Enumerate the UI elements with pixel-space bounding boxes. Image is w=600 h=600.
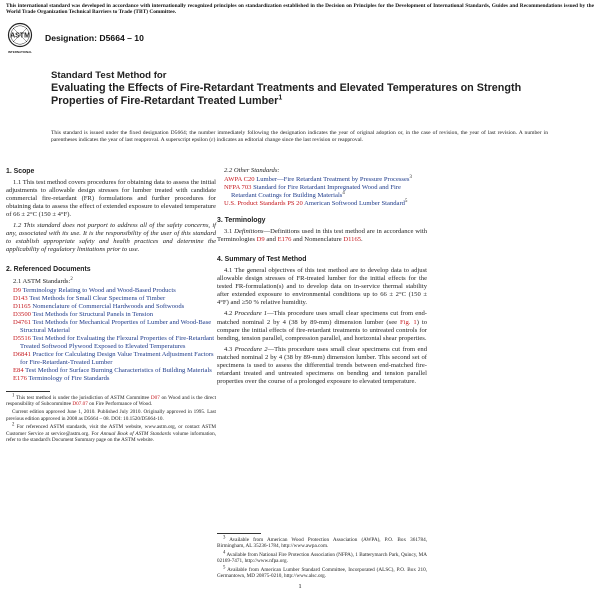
other-ref-item-title[interactable]: American Softwood Lumber Standard	[304, 200, 405, 208]
right-footnotes	[217, 533, 427, 581]
footnote-3: $^3$ Available from American Wood Protection Association (AWPA), P.O. Box 361784, Birmingham, AL 35236-1784, http://www.awpa.com.	[217, 535, 428, 550]
other-ref-item-code[interactable]: U.S. Product Standards PS 20	[224, 200, 303, 208]
astm-ref-item[interactable]	[6, 367, 216, 375]
astm-ref-item-code[interactable]: D5516	[13, 334, 31, 342]
astm-ref-item[interactable]	[6, 375, 216, 383]
summary-p3: 4.3 Procedure 2—This procedure uses small clear specimens cut from end matched nominal 2 by 4 (38 by 89-mm) dimension lumber. This second set of specimens is used to assess the differential trends between end-matched fire-retardant treated and untreated specimens on bending and tension parallel properties over the course of a prolonged exposure to elevated temperature.	[217, 345, 427, 385]
title-kicker: Standard Test Method for	[51, 70, 167, 81]
footnote-1-edition: Current edition approved June 1, 2010. Published July 2010. Originally approved in 1995. Last previous edition approved in 2008 as D5664 – 08. DOI: 10.1520/D5664-10.	[6, 409, 216, 422]
summary-p2: 4.2 Procedure 1—This procedure uses small clear specimens cut from end-matched nominal 2 by 4 (38 by 89-mm) dimension lumber (see Fig. 1) to compare the initial effects of fire-retardant treatments to untreated controls for bending, tension parallel, compression parallel, and horizontal shear properties.	[217, 310, 427, 342]
footnote-1: $^1$ This test method is under the jurisdiction of ASTM Committee D07 on Wood and is the direct responsibility of Subcommittee D07.07 on Fire Performance of Wood.	[6, 392, 217, 407]
footnote-divider-right	[217, 533, 261, 534]
astm-ref-item-title[interactable]: Practice for Calculating Design Value Treatment Adjustment Factors for Fire-Retardant-Treated Lumber	[20, 350, 214, 366]
svg-text:ASTM: ASTM	[10, 32, 30, 40]
link-d9[interactable]: D9	[256, 236, 265, 244]
title-main: Evaluating the Effects of Fire-Retardant Treatments and Elevated Temperatures on Strength Properties of Fire-Retardant Treated Lumber$^1$	[51, 82, 522, 107]
astm-ref-item-code[interactable]: E176	[13, 374, 27, 382]
footnote-link-d07[interactable]: D07	[150, 394, 160, 401]
astm-standards-label: 2.1 ASTM Standards:$^2$	[13, 276, 73, 285]
footnote-2: $^2$ For referenced ASTM standards, visit the ASTM website, www.astm.org, or contact ASTM Customer Service at service@astm.org. For Annual Book of ASTM Standards volume information, refer to the standard's Document Summary page on the ASTM website.	[6, 422, 217, 443]
right-column	[217, 167, 427, 389]
svg-text:INTERNATIONAL: INTERNATIONAL	[7, 50, 33, 54]
astm-ref-item-code[interactable]: D1165	[13, 302, 31, 310]
other-ref-item-code[interactable]: NFPA 703	[224, 184, 252, 192]
astm-reference-list	[6, 287, 216, 383]
document-title	[51, 70, 551, 107]
designation: Designation: D5664 – 10	[45, 33, 144, 43]
other-ref-item-title[interactable]: Standard for Fire Retardant Impregnated Wood and Fire Retardant Coatings for Building Materials	[231, 184, 401, 200]
link-d1165[interactable]: D1165	[343, 236, 362, 244]
astm-ref-item-title[interactable]: Terminology of Fire Standards	[28, 374, 110, 382]
scope-p2: 1.2 This standard does not purport to address all of the safety concerns, if any, associated with its use. It is the responsibility of the user of this standard to establish appropriate safety and health practices and determine the applicability of regulatory limitations prior to use.	[6, 222, 216, 254]
other-ref-item-title[interactable]: Lumber—Fire Retardant Treatment by Pressure Processes	[256, 176, 410, 184]
astm-ref-item-title[interactable]: Test Methods for Structural Panels in Tension	[32, 310, 154, 318]
astm-ref-item-code[interactable]: D143	[13, 294, 28, 302]
astm-ref-item[interactable]	[6, 303, 216, 311]
section-scope-heading: 1. Scope	[6, 168, 35, 175]
astm-ref-item-title[interactable]: Nomenclature of Commercial Hardwoods and Softwoods	[32, 302, 185, 310]
scope-p1: 1.1 This test method covers procedures for obtaining data to assess the initial adjustments to allowable design stresses for lumber treated with candidate commercial fire-retardant (FR) formulations and further procedures for obtaining data to assess the effect of extended exposure to elevated temperature of 66 ± 2°C (150 ± 4°F).	[6, 179, 216, 219]
footnote-divider	[6, 391, 50, 392]
astm-ref-item[interactable]	[6, 295, 216, 303]
other-ref-item[interactable]: AWPA C20 Lumber—Fire Retardant Treatment by Pressure Processes$^3$	[224, 174, 412, 184]
astm-logo-icon	[7, 22, 33, 56]
footnote-4: $^4$ Available from National Fire Protection Association (NFPA), 1 Batterymarch Park, Quincy, MA 02169-7471, http://www.nfpa.org.	[217, 550, 427, 565]
other-ref-item-code[interactable]: AWPA C20	[224, 176, 255, 184]
footnote-5: $^5$ Available from American Lumber Standard Committee, Incorporated (ALSC), P.O. Box 210, Germantown, MD 20875-0210, http://www.alsc.org.	[217, 564, 428, 580]
section-referenced-heading: 2. Referenced Documents	[6, 266, 91, 274]
link-fig1[interactable]: Fig. 1	[400, 318, 417, 326]
terminology-p1: 3.1 Definitions—Definitions used in this test method are in accordance with Terminologies D9 and E176 and Nomenclature D1165.	[217, 228, 427, 244]
astm-ref-item-title[interactable]: Test Method for Surface Burning Characteristics of Building Materials	[25, 366, 212, 374]
summary-p1: 4.1 The general objectives of this test method are to develop data to adjust allowable design stresses of FR-treated lumber for the initial effects for the tested FR-formulation(s) and to develop data on in-service thermal stability after extended exposure to environmental conditions up to 66 ± 2°C (150 ± 4°F) and ≥50 % relative humidity.	[217, 267, 427, 307]
astm-ref-item-title[interactable]: Terminology Relating to Wood and Wood-Based Products	[22, 286, 176, 294]
astm-ref-item[interactable]	[6, 335, 216, 351]
page-number: 1	[298, 583, 302, 590]
footnote-link-d0707[interactable]: D07.07	[72, 400, 88, 407]
astm-ref-item-title[interactable]: Test Method for Evaluating the Flexural Properties of Fire-Retardant Treated Softwood Plywood Exposed to Elevated Temperatures	[20, 334, 215, 350]
astm-ref-item-code[interactable]: E84	[13, 366, 24, 374]
other-standards-label: 2.2 Other Standards:	[224, 167, 280, 174]
standard-issue-note: This standard is issued under the fixed designation D5664; the number immediately following the designation indicates the year of original adoption or, in the case of revision, the year of last revision. A number in parentheses indicates the year of last reapproval. A superscript epsilon (ε) indicates an editorial change since the last revision or reapproval.	[51, 130, 548, 143]
tbt-notice: This international standard was developed in accordance with internationally recognized principles on standardization established in the Decision on Principles for the Development of International Standards, Guides and Recommendations issued by the World Trade Organization Technical Barriers to Trade (TBT) Committee.	[6, 3, 594, 16]
section-terminology-heading: 3. Terminology	[217, 217, 266, 225]
astm-ref-item[interactable]	[6, 311, 216, 319]
other-reference-list	[217, 176, 427, 208]
astm-ref-item-code[interactable]: D4761	[13, 318, 31, 326]
other-ref-item[interactable]: NFPA 703 Standard for Fire Retardant Impregnated Wood and Fire Retardant Coatings for Building Materials$^4$	[224, 184, 401, 200]
astm-ref-item-code[interactable]: D6841	[13, 350, 31, 358]
astm-ref-item-title[interactable]: Test Methods for Small Clear Specimens of Timber	[29, 294, 166, 302]
astm-ref-item-code[interactable]: D9	[13, 286, 22, 294]
left-column	[6, 167, 216, 445]
link-e176[interactable]: E176	[277, 236, 292, 244]
astm-ref-item[interactable]	[6, 287, 216, 295]
astm-ref-item[interactable]	[6, 351, 216, 367]
astm-ref-item-code[interactable]: D3500	[13, 310, 31, 318]
section-summary-heading: 4. Summary of Test Method	[217, 256, 307, 264]
other-ref-item[interactable]: U.S. Product Standards PS 20 American Softwood Lumber Standard$^5$	[224, 198, 408, 208]
astm-ref-item[interactable]	[6, 319, 216, 335]
astm-ref-item-title[interactable]: Test Methods for Mechanical Properties of Lumber and Wood-Base Structural Material	[20, 318, 212, 334]
